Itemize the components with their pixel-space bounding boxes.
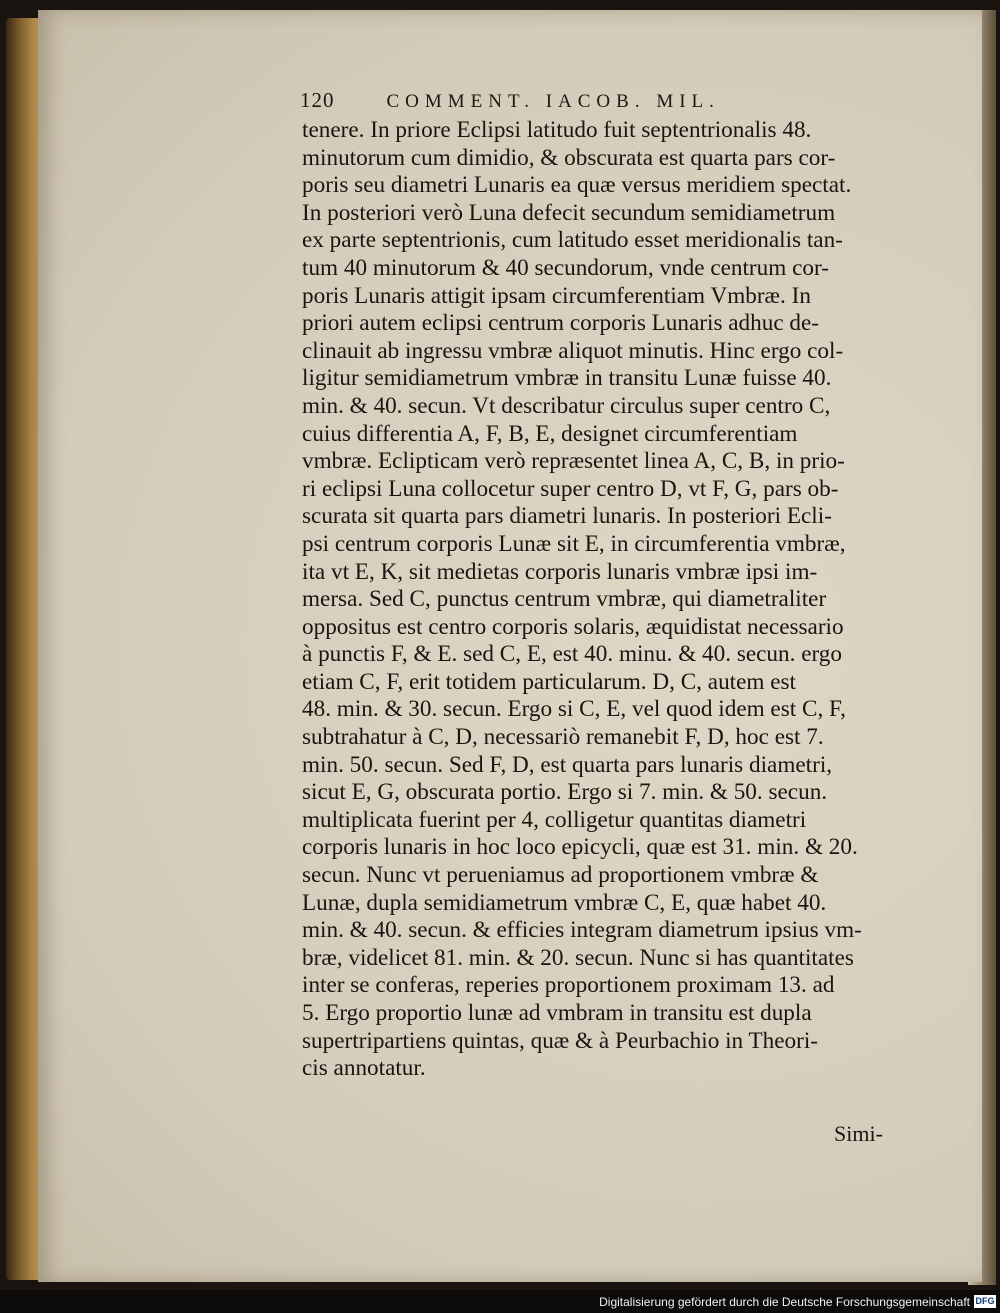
text-line: supertripartiens quintas, quæ & à Peurbachio in Theori- xyxy=(302,1027,819,1054)
text-line: subtrahatur à C, D, necessariò remanebit F, D, hoc est 7. xyxy=(302,724,824,751)
text-line: oppositus est centro corporis solaris, æquidistat necessario xyxy=(302,613,844,640)
text-line: ita vt E, K, sit medietas corporis lunaris vmbræ ipsi im- xyxy=(302,558,818,585)
body-text xyxy=(302,117,902,1083)
text-line: Lunæ, dupla semidiametrum vmbræ C, E, quæ habet 40. xyxy=(302,889,827,916)
dfg-logo: DFG xyxy=(975,1296,995,1306)
text-line: multiplicata fuerint per 4, colligetur quantitas diametri xyxy=(302,806,807,833)
text-line: scurata sit quarta pars diametri lunaris. In posteriori Ecli- xyxy=(302,503,832,530)
text-line: bræ, videlicet 81. min. & 20. secun. Nunc si has quantitates xyxy=(302,944,854,971)
text-line: 48. min. & 30. secun. Ergo si C, E, vel quod idem est C, F, xyxy=(302,696,846,723)
text-line: ri eclipsi Luna collocetur super centro D, vt F, G, pars ob- xyxy=(302,475,839,502)
page-number: 120 xyxy=(300,88,335,112)
text-line: min. & 40. secun. & efficies integram diametrum ipsius vm- xyxy=(302,917,862,944)
text-line: secun. Nunc vt perueniamus ad proportionem vmbræ & xyxy=(302,862,819,889)
running-header xyxy=(300,88,820,116)
text-line: tenere. In priore Eclipsi latitudo fuit septentrionalis 48. xyxy=(302,117,812,143)
text-line: poris Lunaris attigit ipsam circumferentiam Vmbræ. In xyxy=(302,282,811,309)
text-line: In posteriori verò Luna defecit secundum semidiametrum xyxy=(302,199,836,226)
text-line: poris seu diametri Lunaris ea quæ versus meridiem spectat. xyxy=(302,172,852,199)
text-line: cis annotatur. xyxy=(302,1055,426,1082)
text-line: etiam C, F, erit totidem particularum. D, C, autem est xyxy=(302,668,796,695)
text-line: mersa. Sed C, punctus centrum vmbræ, qui diametraliter xyxy=(302,586,827,613)
running-title: COMMENT. IACOB. MIL. xyxy=(386,91,720,112)
text-line: inter se conferas, reperies proportionem proximam 13. ad xyxy=(302,972,835,999)
text-line: min. 50. secun. Sed F, D, est quarta pars lunaris diametri, xyxy=(302,751,833,778)
text-line: cuius differentia A, F, B, E, designet circumferentiam xyxy=(302,420,798,447)
text-line: corporis lunaris in hoc loco epicycli, quæ est 31. min. & 20. xyxy=(302,834,858,861)
text-line: min. & 40. secun. Vt describatur circulus super centro C, xyxy=(302,392,831,419)
text-line: sicut E, G, obscurata portio. Ergo si 7. min. & 50. secun. xyxy=(302,779,828,806)
text-line: clinauit ab ingressu vmbræ aliquot minutis. Hinc ergo col- xyxy=(302,337,844,364)
text-line: 5. Ergo proportio lunæ ad vmbram in transitu est dupla xyxy=(302,1000,812,1026)
text-line: psi centrum corporis Lunæ sit E, in circumferentia vmbræ, xyxy=(302,530,846,557)
funding-credit: Digitalisierung gefördert durch die Deutsche Forschungsgemeinschaft xyxy=(599,1295,970,1309)
catchword: Simi- xyxy=(834,1121,883,1146)
text-line: vmbræ. Eclipticam verò repræsentet linea A, C, B, in prio- xyxy=(302,448,845,475)
text-line: à punctis F, & E. sed C, E, est 40. minu. & 40. secun. ergo xyxy=(302,641,842,668)
text-line: ligitur semidiametrum vmbræ in transitu Lunæ fuisse 40. xyxy=(302,365,832,392)
text-line: tum 40 minutorum & 40 secundorum, vnde centrum cor- xyxy=(302,254,829,281)
text-line: priori autem eclipsi centrum corporis Lunaris adhuc de- xyxy=(302,310,820,337)
text-line: minutorum cum dimidio, & obscurata est quarta pars cor- xyxy=(302,144,836,171)
text-line: ex parte septentrionis, cum latitudo esset meridionalis tan- xyxy=(302,227,843,254)
